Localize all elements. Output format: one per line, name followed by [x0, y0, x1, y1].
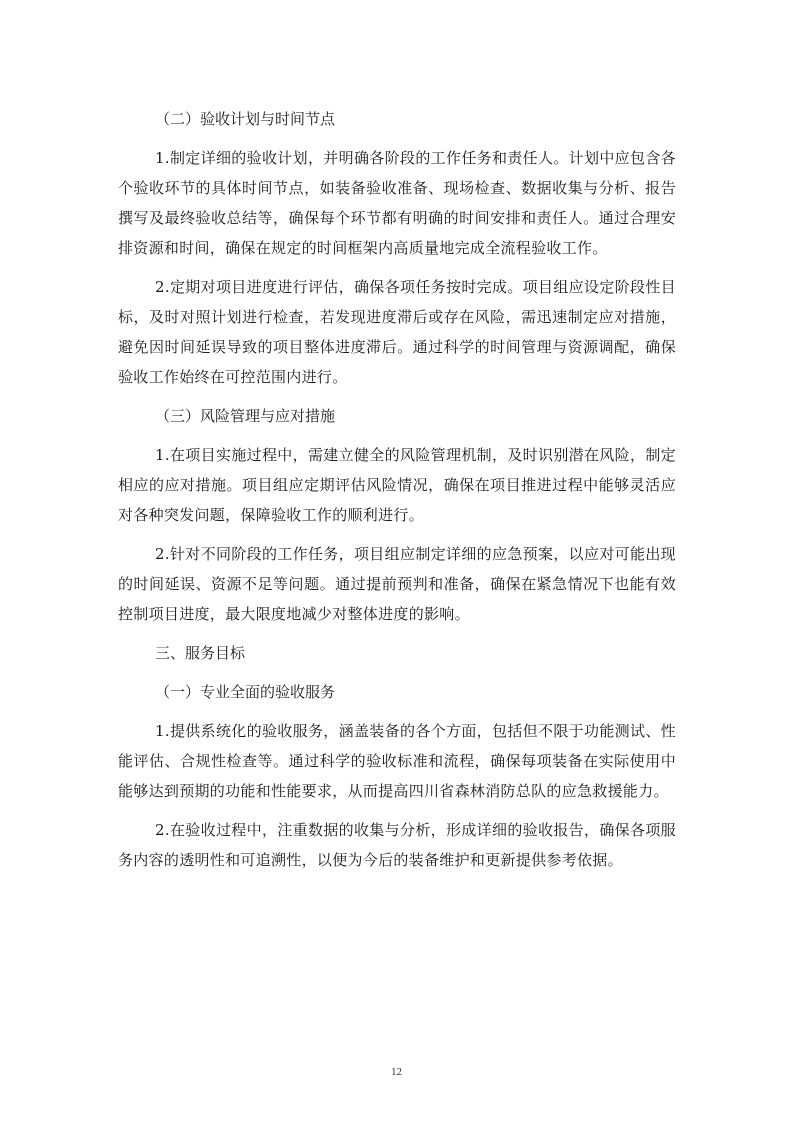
chapter-heading-service-goals: 三、服务目标 [155, 644, 246, 662]
section-heading-acceptance-plan: （二）验收计划与时间节点 [155, 110, 336, 128]
paragraph: 2.针对不同阶段的工作任务，项目组应制定详细的应急预案，以应对可能出现的时间延误、资源不足等问题。通过提前预判和准备，确保在紧急情况下也能有效控制项目进度，最大限度地减少对整体进度的影响。 [118, 545, 676, 623]
paragraph: 1.制定详细的验收计划，并明确各阶段的工作任务和责任人。计划中应包含各个验收环节的具体时间节点，如装备验收准备、现场检查、数据收集与分析、报告撰写及最终验收总结等，确保每个环节都有明确的时间安排和责任人。通过合理安排资源和时间，确保在规定的时间框架内高质量地完成全流程验收工作。 [118, 149, 676, 257]
paragraph: 1.提供系统化的验收服务，涵盖装备的各个方面，包括但不限于功能测试、性能评估、合规性检查等。通过科学的验收标准和流程，确保每项装备在实际使用中能够达到预期的功能和性能要求，从而提高四川省森林消防总队的应急救援能力。 [118, 722, 676, 800]
paragraph: 2.定期对项目进度进行评估，确保各项任务按时完成。项目组应设定阶段性目标，及时对照计划进行检查，若发现进度滞后或存在风险，需迅速制定应对措施，避免因时间延误导致的项目整体进度滞后。通过科学的时间管理与资源调配，确保验收工作始终在可控范围内进行。 [118, 278, 676, 386]
page-number: 12 [391, 1066, 402, 1078]
paragraph: 2.在验收过程中，注重数据的收集与分析，形成详细的验收报告，确保各项服务内容的透明性和可追溯性，以便为今后的装备维护和更新提供参考依据。 [118, 821, 676, 869]
section-heading-professional-service: （一）专业全面的验收服务 [155, 683, 336, 701]
section-heading-risk-management: （三）风险管理与应对措施 [155, 407, 336, 425]
page-content [118, 104, 676, 884]
paragraph: 1.在项目实施过程中，需建立健全的风险管理机制，及时识别潜在风险，制定相应的应对措施。项目组应定期评估风险情况，确保在项目推进过程中能够灵活应对各种突发问题，保障验收工作的顺利进行。 [118, 446, 676, 524]
